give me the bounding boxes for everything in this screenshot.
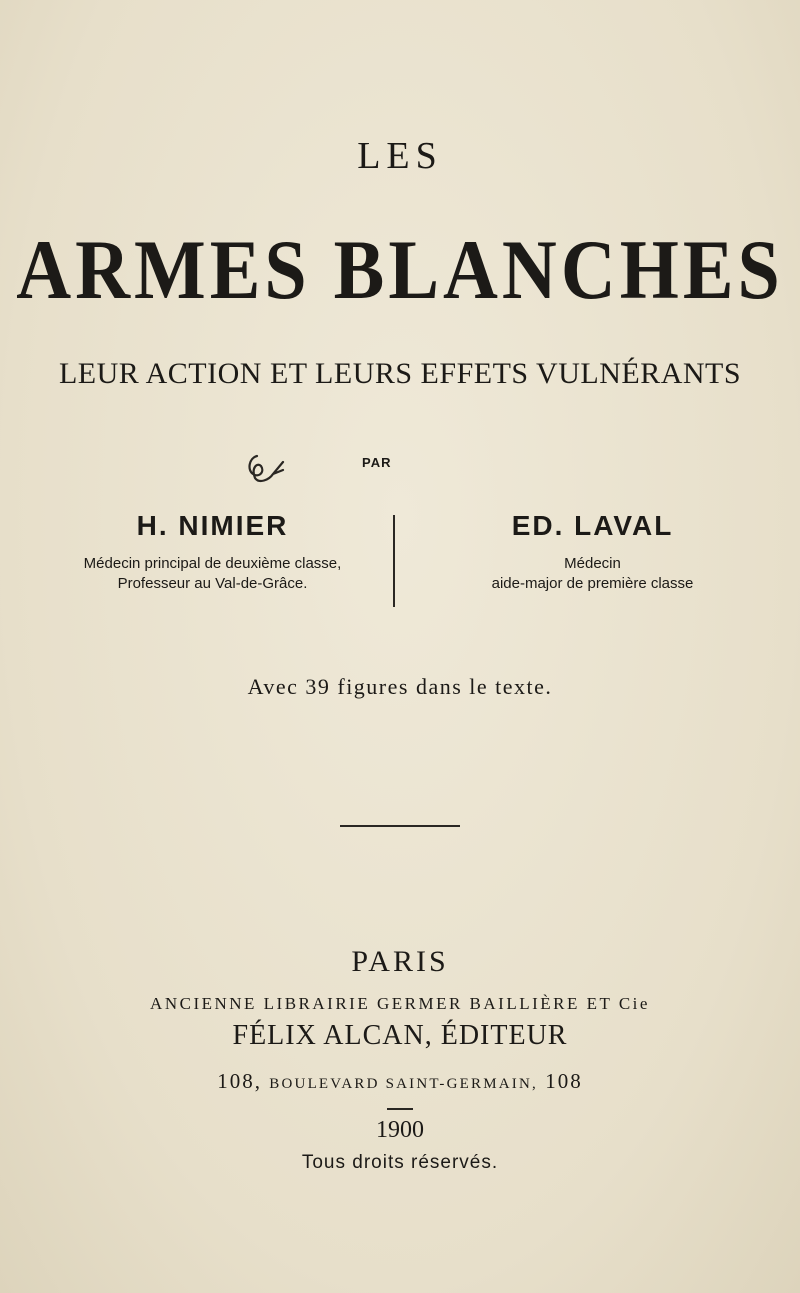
rights-notice: Tous droits réservés.: [301, 1152, 499, 1173]
publisher-city: PARIS: [351, 945, 449, 978]
author-nimier: [40, 510, 385, 594]
publication-year: 1900: [376, 1117, 424, 1143]
figures-note: Avec 39 figures dans le texte.: [247, 674, 553, 699]
author-name: ED. LAVAL: [511, 510, 674, 541]
address-number-end: 108: [545, 1069, 583, 1093]
subtitle: LEUR ACTION ET LEURS EFFETS VULNÉRANTS: [58, 357, 742, 390]
main-title: ARMES BLANCHES: [16, 223, 784, 318]
year-rule: [387, 1108, 413, 1110]
address-street: BOULEVARD SAINT-GERMAIN,: [269, 1076, 538, 1092]
publisher-address: [0, 1069, 800, 1094]
publisher-editor: FÉLIX ALCAN, ÉDITEUR: [232, 1020, 568, 1051]
handwritten-mark-icon: [243, 448, 293, 488]
author-laval: [400, 510, 785, 594]
title-les: LES: [357, 135, 443, 177]
author-title-line: Professeur au Val-de-Grâce.: [117, 575, 308, 592]
author-name: H. NIMIER: [136, 510, 289, 541]
author-title-line: aide-major de première classe: [491, 575, 694, 592]
publisher-house: ANCIENNE LIBRAIRIE GERMER BAILLIÈRE ET Cie: [150, 994, 650, 1013]
author-divider: [393, 515, 395, 607]
author-title-line: Médecin: [564, 555, 621, 572]
by-label: PAR: [362, 455, 392, 470]
separator-rule: [340, 825, 460, 827]
address-number: 108,: [217, 1069, 263, 1093]
author-title-line: Médecin principal de deuxième classe,: [83, 555, 342, 572]
